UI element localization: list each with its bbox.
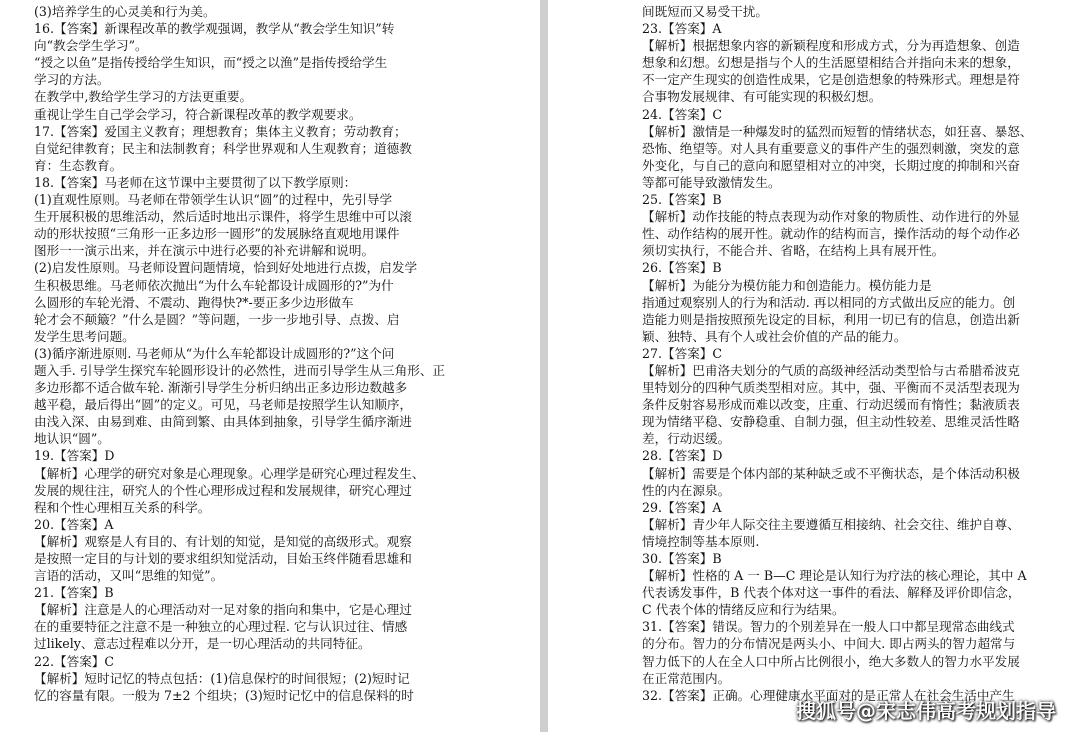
text-line: 【解析】激情是一种爆发时的猛烈而短暂的情绪状态，如狂喜、暴怒、 [642,123,1033,139]
text-line: 【解析】短时记忆的特点包括：(1)信息保柠的时间很短；(2)短时记 [34,670,410,686]
text-line: 18.【答案】马老师在这节课中主要贯彻了以下教学原则： [34,174,357,190]
text-line: (1)直观性原则。马老师在带领学生认识“圆”的过程中，先引导学 [34,192,393,208]
watermark: 搜狐号@宋志伟高考规划指导 [796,699,1056,723]
text-line: 越平稳，最后得出“圆”的定义。可见，马老师是按照学生认知顺序， [34,397,413,413]
text-line: 的分布。智力的分布情况是两头小、中间大. 即占两头的智力超常与 [642,636,1016,652]
text-line: 等都可能导致激情发生。 [642,174,781,190]
text-line: 图形一一演示出来，并在演示中进行必要的补充讲解和说明。 [34,243,375,259]
text-line: 23.【答案】A [642,21,722,37]
text-line: 性、动作结构的展开性。就动作的结构而言，操作活动的每个动作必 [642,226,1020,242]
text-line: 动的形状按照“三角形一正多边形一圆形”的发展脉络直观地用课件 [34,226,400,242]
text-line: 题入手. 引导学生探究车轮圆形设计的必然性，进而引导学生从三角形、正 [34,362,446,378]
text-line: 16.【答案】新课程改革的教学观强调，教学从“教会学生知识”转 [34,21,395,37]
text-line: 差，行动迟缓。 [642,431,731,447]
text-line: 过likely、意志过程难以分开，是一切心理活动的共同特征。 [34,636,371,652]
text-line: 里特划分的四种气质类型相对应。其中，强、平衡而不灵活型表现为 [642,380,1020,396]
text-line: 由浅入深、由易到难、由简到繁、由具体到抽象，引导学生循序渐进 [34,414,412,430]
text-line: 【解析】青少年人际交往主要遵循互相接纳、社会交往、维护自尊、 [642,516,1020,532]
text-line: 【解析】观察是人有目的、有计划的知觉，是知觉的高级形式。观察 [34,533,412,549]
text-line: 外变化，与自己的意向和愿望相对立的冲突，长期过度的抑制和兴奋 [642,157,1020,173]
text-line: 21.【答案】B [34,585,114,601]
right-document-page [548,0,1080,732]
text-line: 在的重要特征之注意不是一种独立的心理过程. 它与认识过往、情感 [34,619,408,635]
text-line: 现为情绪平稳、安静稳重、自制力强，但主动性较差、思维灵活性略 [642,414,1020,430]
text-line: 发展的规往注，研究人的个性心理形成过程和发展规律，研究心理过 [34,482,412,498]
text-line: 性的内在源泉。 [642,482,731,498]
text-line: 【解析】性格的 A 一 B—C 理论是认知行为疗法的核心理论，其中 A [642,568,1027,584]
text-line: (3)培养学生的心灵美和行为美。 [34,4,216,19]
text-line: 生积极思维。马老师依次抛出“为什么车轮都设计成圆形的?”为什 [34,277,394,293]
text-line: 程和个性心理相互关系的科学。 [34,499,211,515]
text-line: 【解析】动作技能的特点表现为动作对象的物质性、动作进行的外显 [642,209,1020,225]
text-line: 学习的方法。 [34,72,110,88]
text-line: 24.【答案】C [642,106,723,122]
text-line: 【解析】心理学的研究对象是心理现象。心理学是研究心理过程发生、 [34,465,425,481]
text-line: 【解析】注意是人的心理活动对一足对象的指向和集中，它是心理过 [34,602,412,618]
text-line: (3)循序渐进原则. 马老师从“为什么车轮都设计成圆形的?”这个问 [34,345,395,361]
text-line: 20.【答案】A [34,516,114,532]
text-line: C 代表个体的情绪反应和行为结果。 [642,602,845,618]
text-line: 忆的容量有限。一般为 7±2 个组块；(3)短时记忆中的信息保料的时 [34,687,414,703]
text-line: 轮才会不颠簸？”什么是圆？”等问题，一步一步地引导、点拨、启 [34,311,400,327]
text-line: 生开展积极的思维活动，然后适时地出示课件，将学生思维中可以滚 [34,209,412,225]
text-line: 合事物发展规律、有可能实现的积极幻想。 [642,89,882,105]
text-line: 32.【答案】正确。心理健康水平面对的是正常人在社会生活中产生 [642,687,1015,703]
text-line: 造能力则是指按照预先设定的目标，利用一切已有的信息，创造出新 [642,311,1020,327]
text-line: 条件反射容易形成而难以改变，庄重、行动迟缓而有惰性；黏液质表 [642,397,1020,413]
text-line: 多边形都不适合做车轮. 渐渐引导学生分析归纳出正多边形边数越多 [34,380,408,396]
text-line: “授之以鱼”是指传授给学生知识，而“授之以渔”是指传授给学生 [34,55,388,71]
text-line: 自觉纪律教育；民主和法制教育；科学世界观和人生观教育；道德教 [34,140,412,156]
text-line: 代表诱发事件，B 代表个体对这一事件的看法、解释及评价即信念， [642,585,1021,601]
text-line: 么圆形的车轮光滑、不震动、跑得快?*-要正多少边形做车 [34,294,354,310]
text-line: 【解析】根据想象内容的新颖程度和形成方式，分为再造想象、创造 [642,38,1020,54]
text-line: 不一定产生现实的创造性成果，它是创造想象的特殊形式。理想是符 [642,72,1020,88]
text-line: 29.【答案】A [642,499,722,515]
text-line: 17.【答案】爱国主义教育；理想教育；集体主义教育；劳动教育； [34,123,407,139]
text-line: 地认识“圆”。 [34,431,110,447]
text-line: 25.【答案】B [642,192,722,208]
text-line: 智力低下的人在全人口中所占比例很小，绝大多数人的智力水平发展 [642,653,1020,669]
text-line: 19.【答案】D [34,448,115,464]
text-line: 27.【答案】C [642,345,723,361]
text-line: 22.【答案】C [34,653,115,669]
text-line: 间既短而又易受干扰。 [642,4,768,19]
text-line: 发学生思考问题。 [34,328,135,344]
text-line: 重视让学生自己学会学习，符合新课程改革的教学观要求。 [34,106,362,122]
text-line: 30.【答案】B [642,551,722,566]
text-line: 向“教会学生学习”。 [34,38,148,54]
text-line: 31.【答案】错误。智力的个别差异在一般人口中都呈现常态曲线式 [642,619,1015,635]
text-line: 【解析】巴甫洛夫划分的气质的高级神经活动类型恰与古希腊希波克 [642,362,1020,378]
text-line: 育：生态教育。 [34,157,123,173]
text-line: 26.【答案】B [642,260,722,276]
text-line: 情境控制等基本原则. [642,533,760,549]
text-line: 是按照一定目的与计划的要求组织知觉活动，目始玉终伴随看思雄和 [34,551,412,566]
text-line: 指通过观察别人的行为和活动. 再以相同的方式做出反应的能力。创 [642,294,1016,310]
text-line: 言语的活动，又叫“思维的知觉”。 [34,568,224,584]
text-line: (2)启发性原则。马老师设置问题情境，恰到好处地进行点拨，启发学 [34,260,418,276]
text-line: 在教学中,教给学生学习的方法更重要。 [34,89,253,105]
text-line: 28.【答案】D [642,448,723,464]
text-line: 【解析】为能分为模仿能力和创造能力。模仿能力是 [642,277,932,293]
text-line: 须切实执行，不能合并、省略，在结构上具有展开性。 [642,243,945,259]
text-line: 颖、独特、具有个人或社会价值的产品的能力。 [642,328,907,344]
text-line: 在正常范围内。 [642,670,731,686]
text-line: 恐怖、绝望等。对人具有重要意义的事件产生的强烈刺激，突发的意 [642,140,1020,156]
text-line: 想象和幻想。幻想是指与个人的生活愿望相结合并指向未来的想象， [642,55,1020,71]
text-line: 【解析】需要是个体内部的某种缺乏或不平衡状态，是个体活动积极 [642,465,1020,481]
